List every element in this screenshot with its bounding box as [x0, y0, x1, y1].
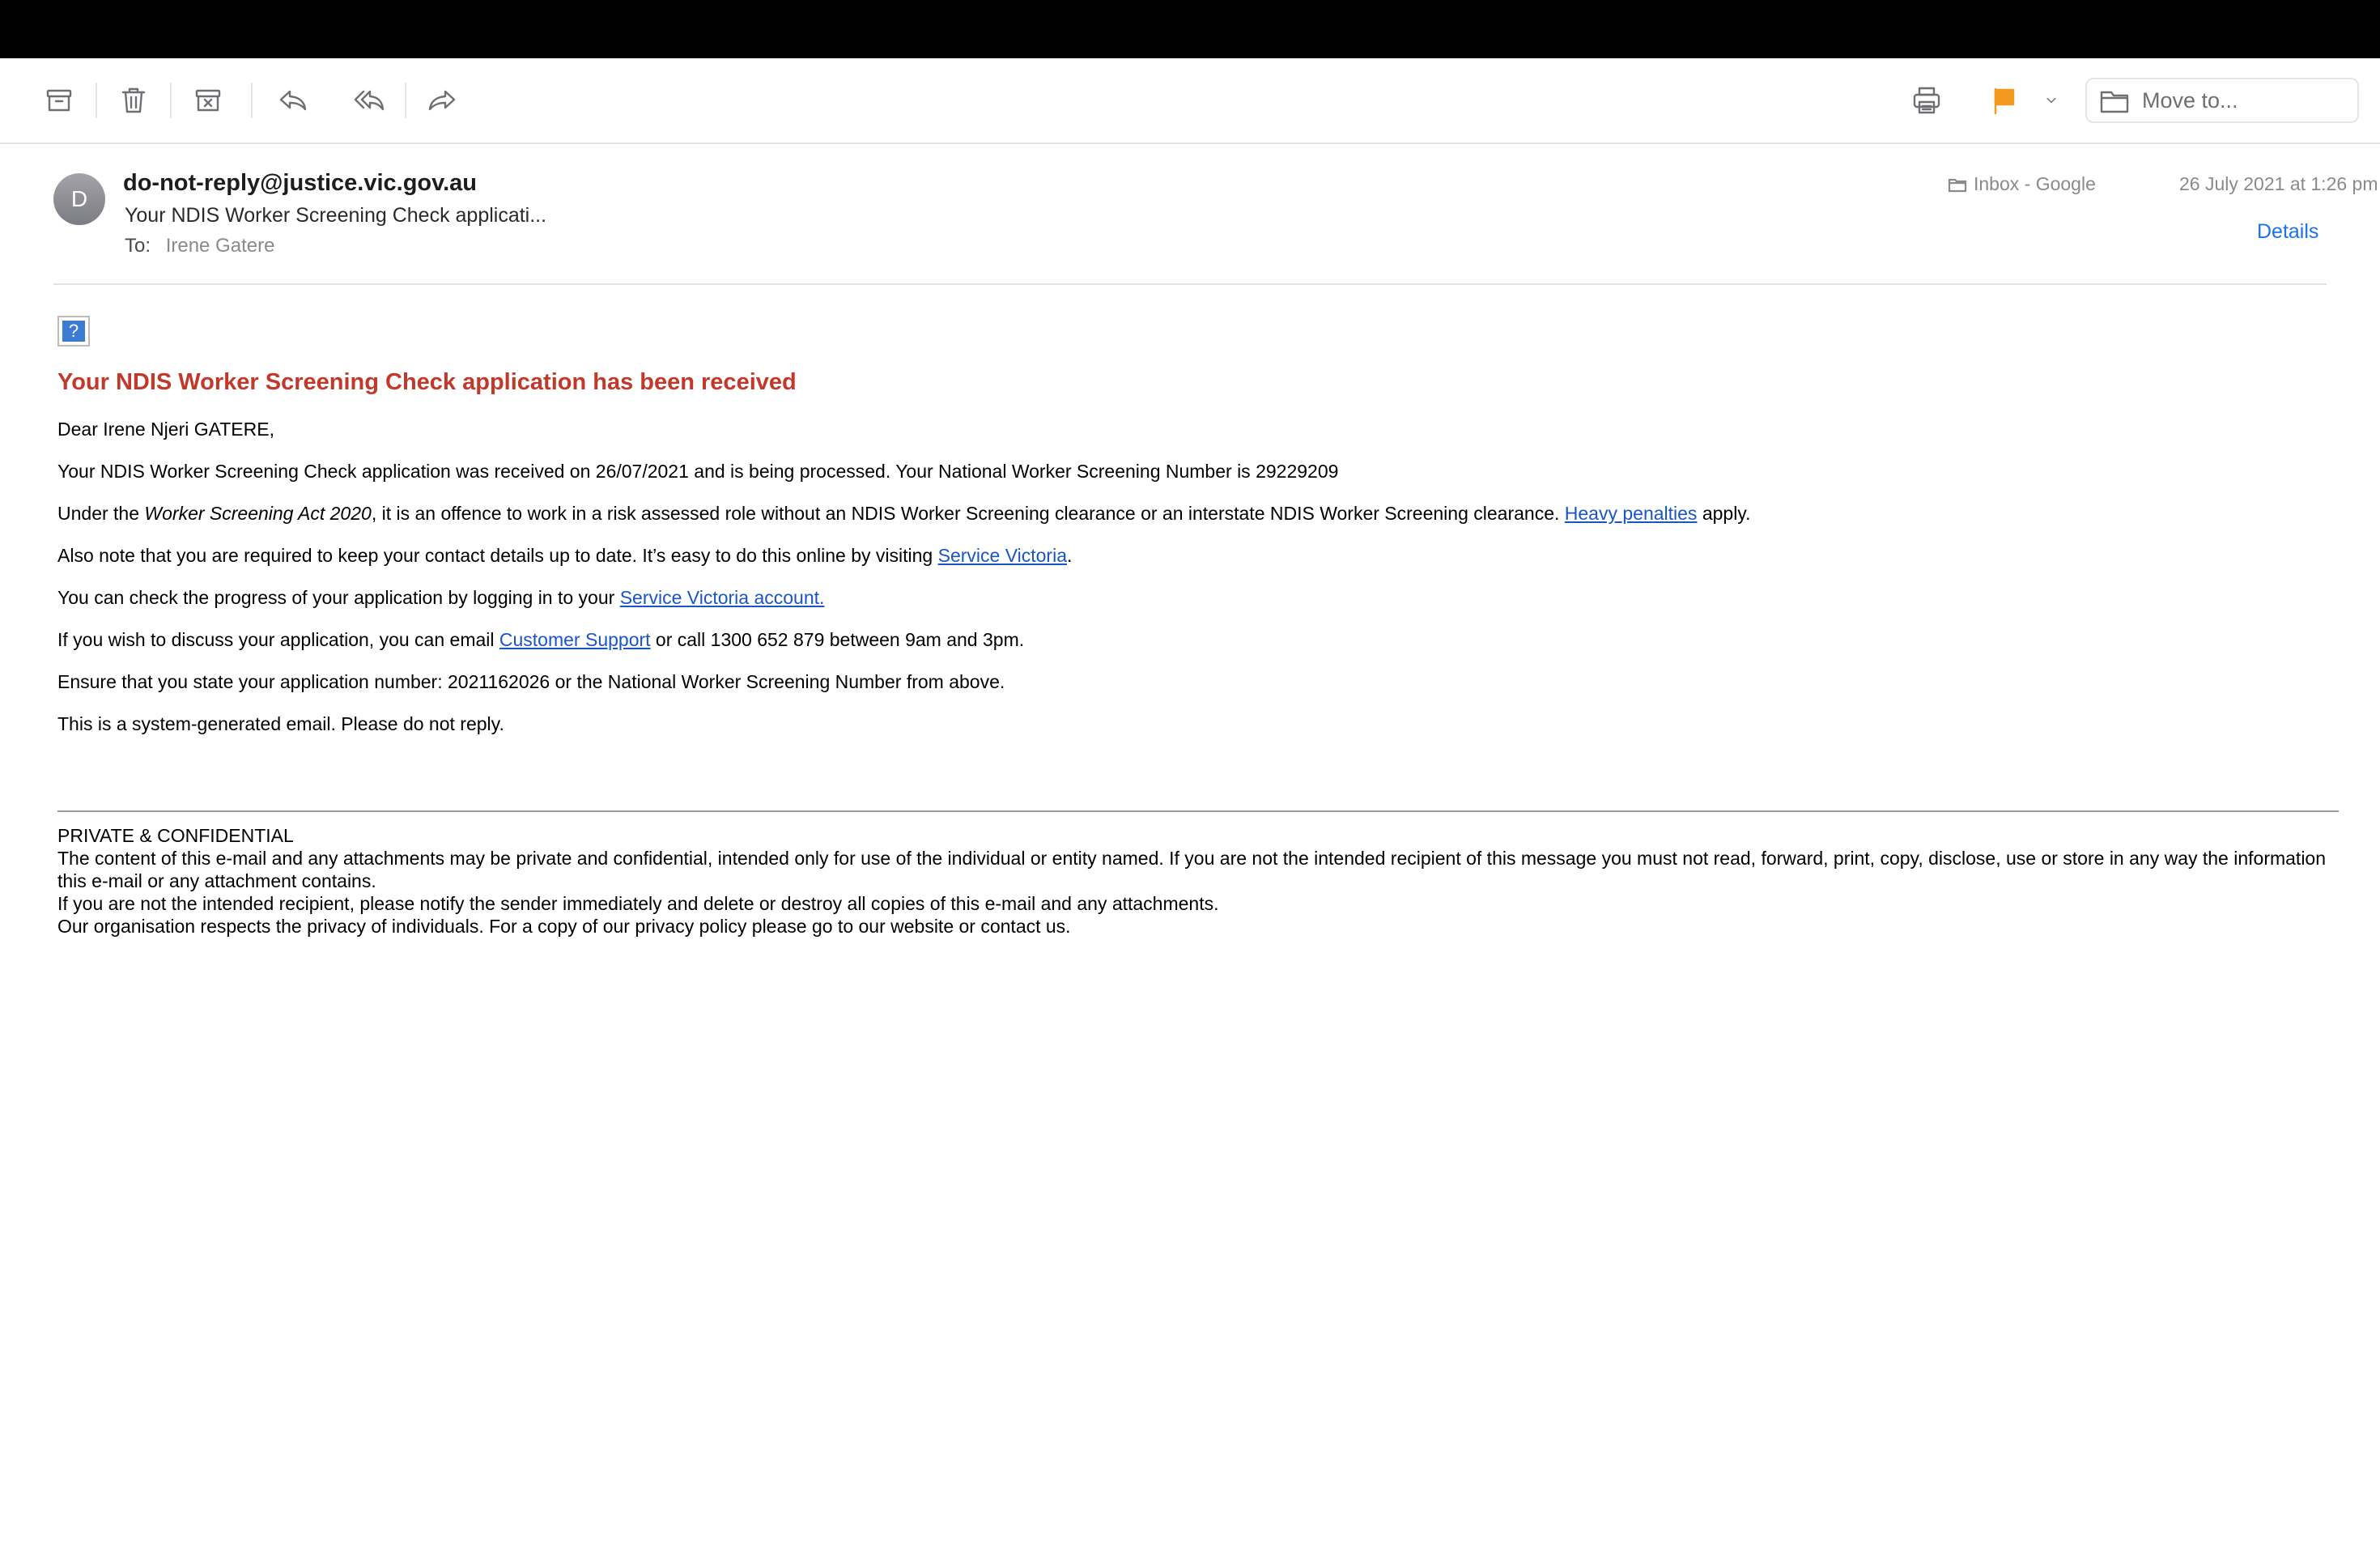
move-to-label: Move to... [2142, 87, 2238, 113]
details-link[interactable]: Details [2257, 220, 2319, 243]
paragraph-application-number: Ensure that you state your application number: 2021162026 or the National Worker Screening Number from above. [57, 671, 1005, 692]
paragraph-text: If you wish to discuss your application, you can email [57, 629, 499, 650]
broken-image-icon: ? [62, 321, 85, 342]
footer-line: Our organisation respects the privacy of individuals. For a copy of our privacy policy please go to our website or contact us. [57, 916, 1071, 937]
reply-button[interactable] [270, 78, 316, 123]
print-button[interactable] [1904, 78, 1949, 123]
heavy-penalties-link[interactable]: Heavy penalties [1564, 503, 1698, 524]
paragraph-text: Under the [57, 503, 145, 524]
paragraph-discuss [57, 631, 2340, 649]
folder-icon [2098, 84, 2131, 117]
paragraph-text: or call 1300 652 879 between 9am and 3pm. [650, 629, 1025, 650]
paragraph-offence [57, 504, 2340, 522]
paragraph-progress [57, 589, 2340, 606]
junk-button[interactable] [185, 78, 231, 123]
confidentiality-footer [57, 824, 2340, 938]
toolbar-separator [251, 83, 253, 118]
act-name: Worker Screening Act 2020 [144, 503, 372, 524]
print-icon [1910, 84, 1943, 117]
reply-all-button[interactable] [346, 78, 392, 123]
footer-line: The content of this e-mail and any attachments may be private and confidential, intended only for use of the individual or entity named. If you are not the intended recipient of this message you must not read, forward, print, copy, disclose, use or store in any way the information this e-mail or any attachment contains. [57, 848, 2327, 891]
recipient-name[interactable]: Irene Gatere [165, 235, 275, 257]
footer-line: If you are not the intended recipient, please notify the sender immediately and delete or destroy all copies of this e-mail and any attachments. [57, 893, 1219, 914]
paragraph-text: apply. [1697, 503, 1751, 524]
archive-icon [43, 84, 75, 117]
to-label: To: [125, 235, 151, 257]
paragraph-text: Also note that you are required to keep your contact details up to date. It’s easy to do this online by visiting [57, 545, 938, 566]
flag-icon [1988, 84, 2021, 117]
service-victoria-account-link[interactable]: Service Victoria account. [619, 587, 825, 608]
message-subject: Your NDIS Worker Screening Check applicati... [125, 204, 547, 227]
reply-all-icon [353, 84, 385, 117]
chevron-down-icon [2042, 91, 2061, 110]
toolbar-separator [170, 83, 172, 118]
message-toolbar [0, 58, 2380, 144]
folder-icon [1948, 175, 1967, 194]
footer-divider [57, 810, 2339, 812]
message-header [53, 144, 2378, 285]
toolbar-separator [96, 83, 97, 118]
flag-button[interactable] [1982, 78, 2027, 123]
avatar: D [53, 173, 105, 225]
delete-button[interactable] [111, 78, 156, 123]
sender-address[interactable]: do-not-reply@justice.vic.gov.au [123, 170, 478, 196]
paragraph-text: You can check the progress of your application by logging in to your [57, 587, 620, 608]
mailbox-location [1948, 173, 2096, 195]
email-body [57, 316, 2340, 733]
paragraph-contact-details [57, 546, 2340, 564]
forward-icon [426, 84, 458, 117]
reply-icon [277, 84, 309, 117]
paragraph-received: Your NDIS Worker Screening Check application was received on 26/07/2021 and is being processed. Your National Worker Screening Number is 29229209 [57, 461, 1339, 482]
move-to-button[interactable] [2085, 78, 2359, 123]
toolbar-separator [405, 83, 406, 118]
paragraph-text: . [1067, 545, 1073, 566]
trash-icon [117, 84, 150, 117]
broken-image [57, 316, 90, 347]
paragraph-text: , it is an offence to work in a risk assessed role without an NDIS Worker Screening clearance or an interstate NDIS Worker Screening clearance. [371, 503, 1565, 524]
flag-menu-button[interactable] [2029, 78, 2074, 123]
window-top-bar [0, 0, 2380, 58]
message-date: 26 July 2021 at 1:26 pm [2179, 173, 2378, 194]
forward-button[interactable] [419, 78, 465, 123]
footer-title: PRIVATE & CONFIDENTIAL [57, 825, 294, 846]
junk-icon [192, 84, 224, 117]
recipient-row [125, 235, 274, 257]
service-victoria-link[interactable]: Service Victoria [937, 545, 1067, 566]
email-headline: Your NDIS Worker Screening Check application has been received [57, 369, 797, 395]
paragraph-system-generated: This is a system-generated email. Please do not reply. [57, 713, 504, 734]
customer-support-link[interactable]: Customer Support [499, 629, 651, 650]
archive-button[interactable] [36, 78, 82, 123]
greeting: Dear Irene Njeri GATERE, [57, 419, 274, 440]
mailbox-label: Inbox - Google [1974, 173, 2096, 194]
